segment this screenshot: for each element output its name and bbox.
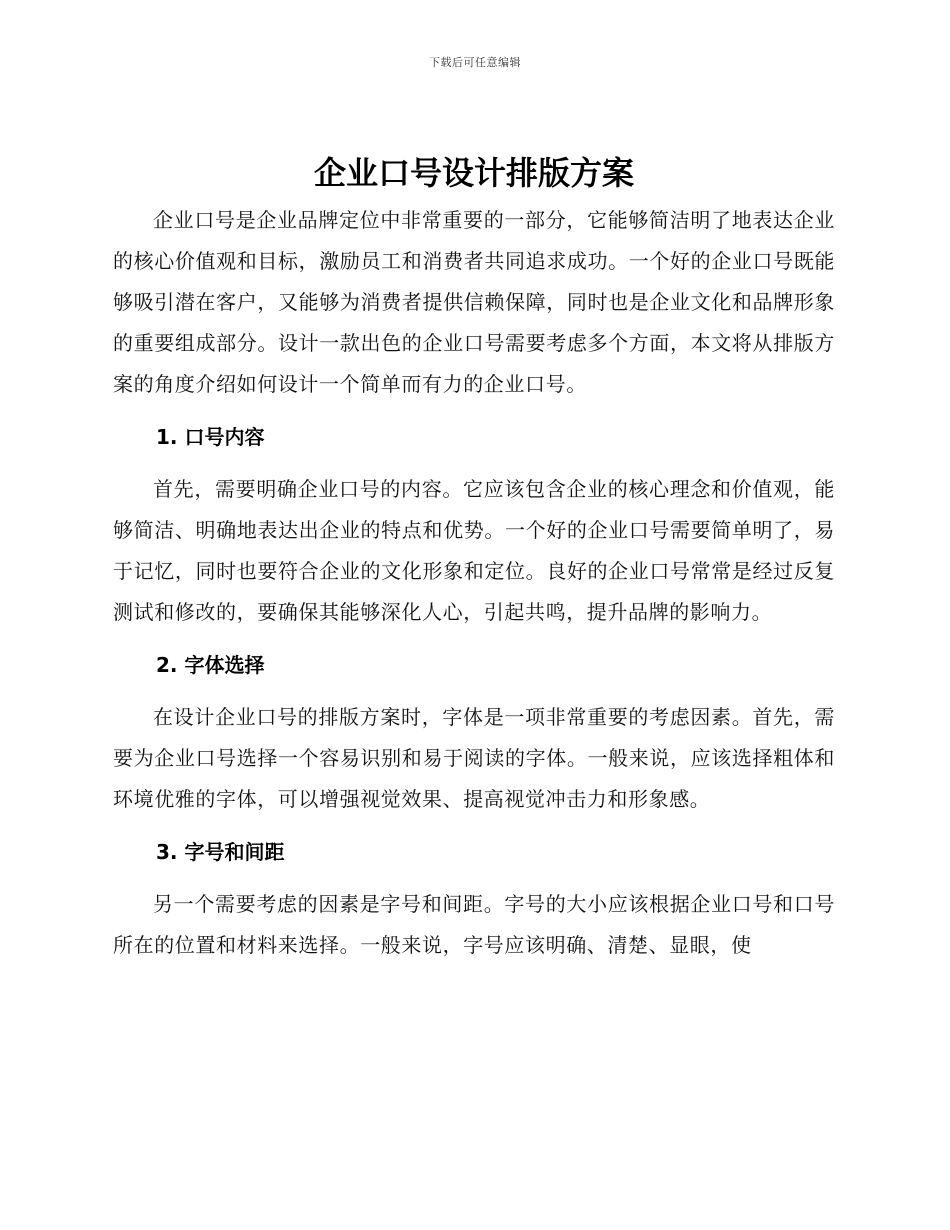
header-note: 下载后可任意编辑 [429, 56, 521, 69]
section-heading-size-spacing: 3. 字号和间距 [156, 840, 285, 864]
section-paragraph-size-spacing: 另一个需要考虑的因素是字号和间距。字号的大小应该根据企业口号和口号所在的位置和材料来选择。一般来说，字号应该明确、清楚、显眼，使 [113, 892, 835, 957]
section-paragraph-content: 首先，需要明确企业口号的内容。它应该包含企业的核心理念和价值观，能够简洁、明确地表达出企业的特点和优势。一个好的企业口号需要简单明了，易于记忆，同时也要符合企业的文化形象和定位。良好的企业口号常常是经过反复测试和修改的，要确保其能够深化人心，引起共鸣，提升品牌的影响力。 [113, 477, 835, 624]
document-title: 企业口号设计排版方案 [313, 154, 634, 192]
section-paragraph-font: 在设计企业口号的排版方案时，字体是一项非常重要的考虑因素。首先，需要为企业口号选择一个容易识别和易于阅读的字体。一般来说，应该选择粗体和环境优雅的字体，可以增强视觉效果、提高视觉冲击力和形象感。 [113, 705, 835, 811]
document-body [113, 148, 835, 966]
intro-paragraph: 企业口号是企业品牌定位中非常重要的一部分，它能够简洁明了地表达企业的核心价值观和目标，激励员工和消费者共同追求成功。一个好的企业口号既能够吸引潜在客户，又能够为消费者提供信赖保障，同时也是企业文化和品牌形象的重要组成部分。设计一款出色的企业口号需要考虑多个方面，本文将从排版方案的角度介绍如何设计一个简单而有力的企业口号。 [113, 208, 835, 396]
section-heading-content: 1. 口号内容 [156, 425, 265, 449]
section-heading-font: 2. 字体选择 [156, 653, 265, 677]
